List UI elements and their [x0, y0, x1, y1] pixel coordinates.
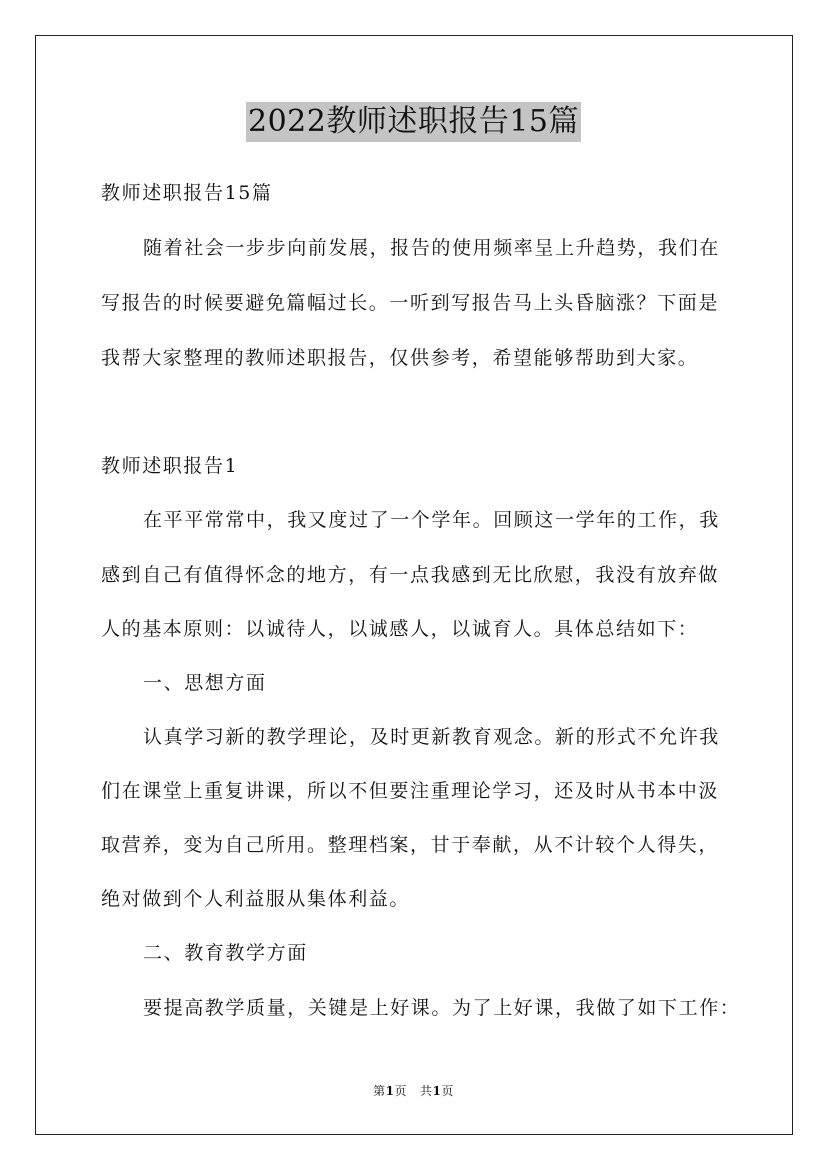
paragraph-line: 认真学习新的教学理论，及时更新教育观念。新的形式不允许我: [143, 726, 720, 748]
paragraph-line: 取营养，变为自己所用。整理档案，甘于奉献，从不计较个人得失，: [101, 834, 720, 856]
paragraph-line: 我帮大家整理的教师述职报告，仅供参考，希望能够帮助到大家。: [101, 347, 699, 369]
subsection-heading: 二、教育教学方面: [143, 942, 308, 964]
page-label: 第: [373, 1084, 386, 1098]
total-unit: 页: [441, 1084, 454, 1098]
paragraph-line: 绝对做到个人利益服从集体利益。: [101, 888, 411, 910]
paragraph-line: 们在课堂上重复讲课，所以不但要注重理论学习，还及时从书本中汲: [101, 780, 720, 802]
document-title: 2022教师述职报告15篇: [246, 102, 581, 142]
subtitle-line: 教师述职报告15篇: [101, 182, 273, 204]
paragraph-line: 感到自己有值得怀念的地方，有一点我感到无比欣慰，我没有放弃做: [101, 564, 720, 586]
page-number: 1: [385, 1084, 395, 1098]
paragraph-line: 在平平常常中，我又度过了一个学年。回顾这一学年的工作，我: [143, 509, 720, 531]
paragraph-line: 随着社会一步步向前发展，报告的使用频率呈上升趋势，我们在: [143, 237, 720, 259]
paragraph-line: 写报告的时候要避免篇幅过长。一听到写报告马上头昏脑涨？下面是: [101, 292, 720, 314]
paragraph-line: 要提高教学质量，关键是上好课。为了上好课，我做了如下工作：: [143, 997, 741, 1019]
paragraph-line: 人的基本原则：以诚待人，以诚感人，以诚育人。具体总结如下：: [101, 618, 699, 640]
page-footer: [0, 1083, 827, 1099]
total-label: 共: [419, 1084, 433, 1098]
page-unit: 页: [394, 1084, 408, 1098]
section-heading: 教师述职报告1: [101, 455, 239, 477]
title-container: [0, 102, 827, 142]
total-pages: 1: [432, 1084, 442, 1098]
subsection-heading: 一、思想方面: [143, 672, 267, 694]
